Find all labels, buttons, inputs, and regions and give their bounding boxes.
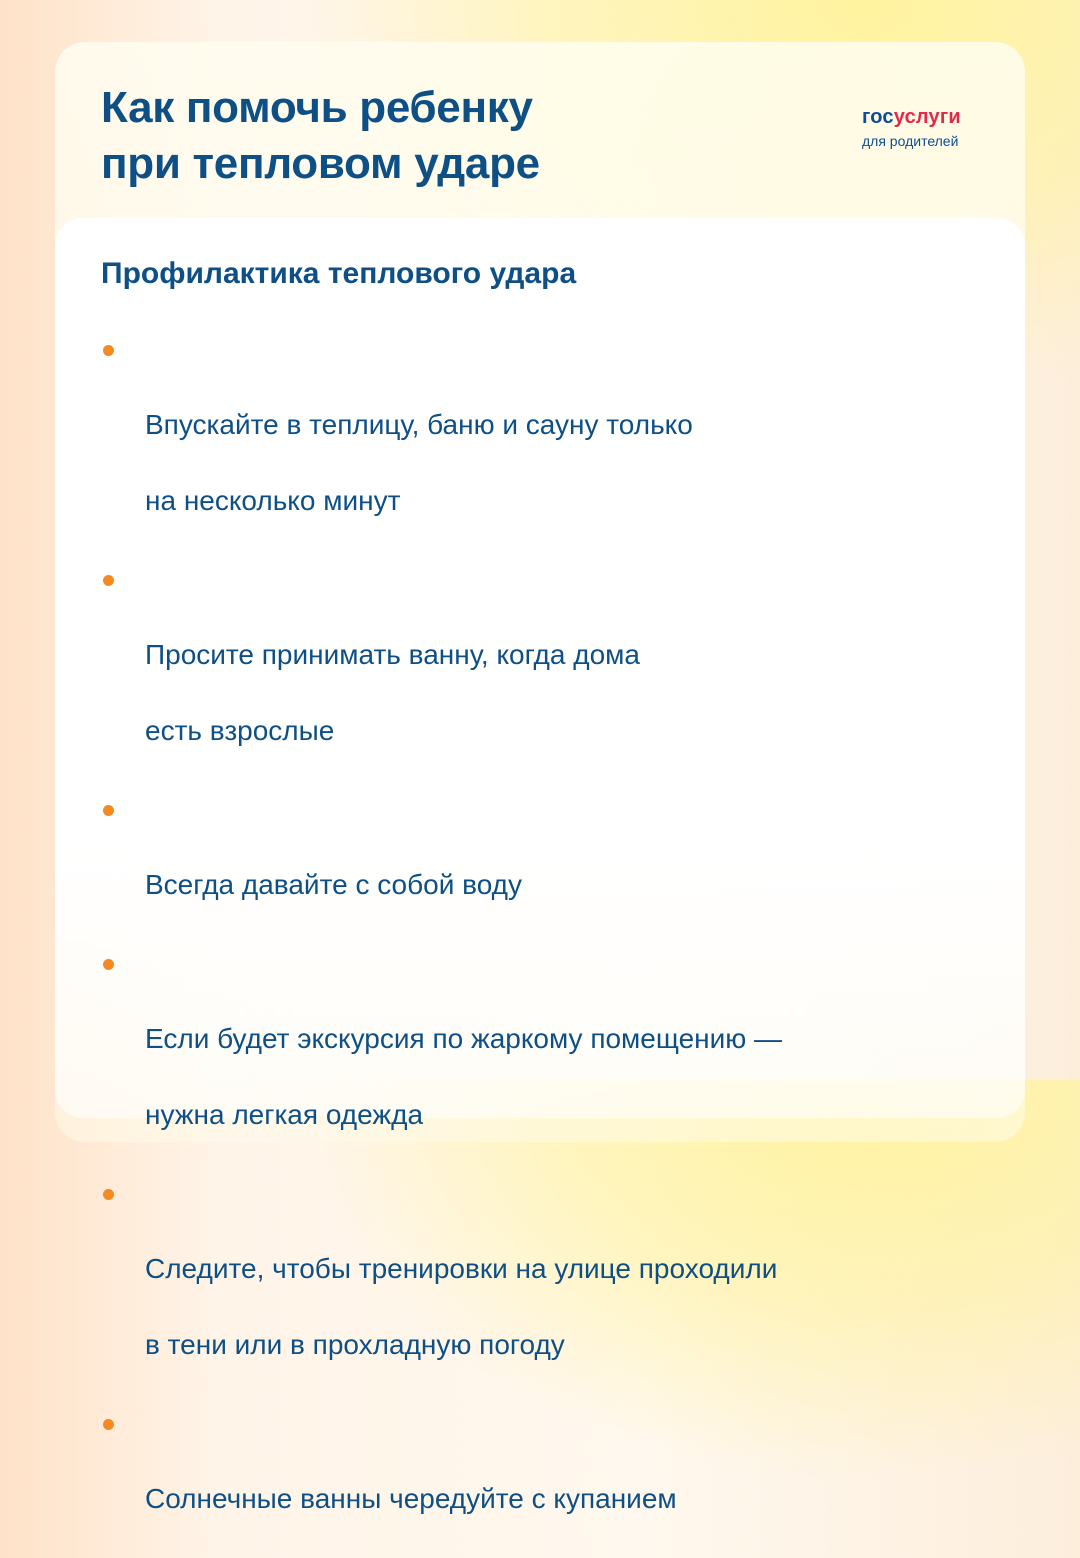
tip-line-2: нужна легкая одежда bbox=[145, 1099, 424, 1130]
tip-item bbox=[100, 1174, 980, 1364]
tip-line-1: Всегда давайте с собой воду bbox=[145, 869, 522, 900]
tips-list bbox=[100, 330, 980, 1558]
bullet-dot-icon bbox=[103, 575, 114, 586]
tip-line-1: Просите принимать ванну, когда дома bbox=[145, 639, 640, 670]
bullet-dot-icon bbox=[103, 805, 114, 816]
logo-wordmark bbox=[862, 106, 961, 128]
tip-item bbox=[100, 560, 980, 750]
tip-line-1: Впускайте в теплицу, баню и сауну только bbox=[145, 409, 693, 440]
tip-line-1: Следите, чтобы тренировки на улице проходили bbox=[145, 1253, 778, 1284]
title-line-2: при тепловом ударе bbox=[101, 139, 540, 188]
section-title: Профилактика теплового удара bbox=[101, 257, 577, 290]
tip-line-2: на несколько минут bbox=[145, 485, 401, 516]
bullet-dot-icon bbox=[103, 345, 114, 356]
title-line-1: Как помочь ребенку bbox=[101, 83, 533, 132]
bullet-dot-icon bbox=[103, 959, 114, 970]
tip-line-1: Если будет экскурсия по жаркому помещению — bbox=[145, 1023, 783, 1054]
bullet-dot-icon bbox=[103, 1189, 114, 1200]
tip-item bbox=[100, 330, 980, 520]
tip-line-2: есть взрослые bbox=[145, 715, 335, 746]
bullet-dot-icon bbox=[103, 1419, 114, 1430]
tip-item bbox=[100, 790, 980, 904]
logo-subtitle: для родителей bbox=[862, 133, 959, 149]
tip-item bbox=[100, 944, 980, 1134]
tip-line-2: в тени или в прохладную погоду bbox=[145, 1329, 565, 1360]
tip-line-1: Солнечные ванны чередуйте с купанием bbox=[145, 1483, 677, 1514]
page-title bbox=[101, 80, 540, 192]
tip-item bbox=[100, 1404, 980, 1518]
gosuslugi-logo bbox=[862, 106, 961, 150]
logo-part-gos: гос bbox=[862, 106, 894, 128]
logo-part-uslugi: услуги bbox=[893, 106, 961, 128]
